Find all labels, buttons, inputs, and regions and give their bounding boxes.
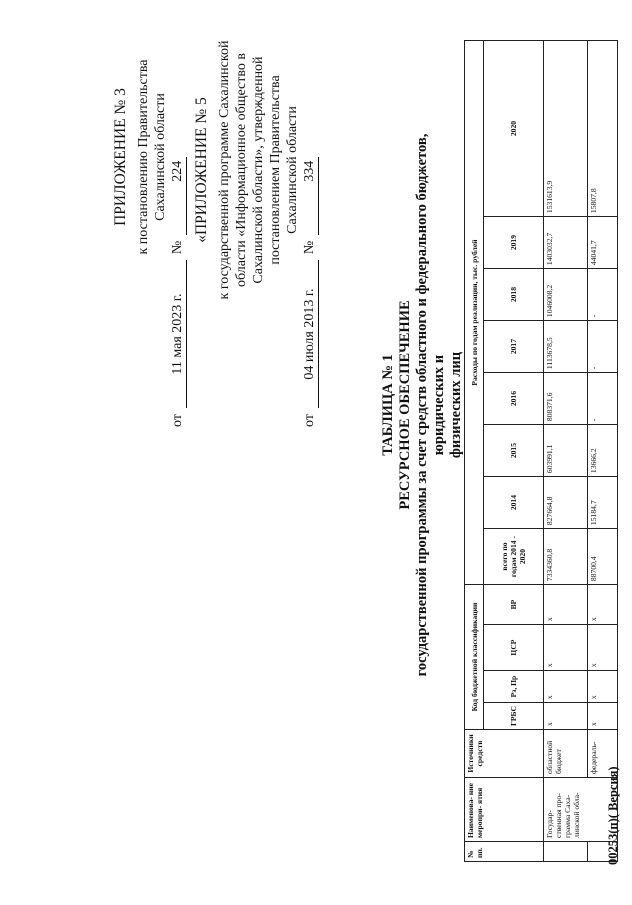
th-csr: ЦСР: [484, 625, 544, 671]
appendix-original-number: 334: [301, 157, 319, 235]
appendix-original-num-label: №: [302, 240, 317, 255]
appendix-original-meta: [301, 17, 319, 427]
th-year: 2015: [484, 425, 544, 477]
appendix-original-line3: Сахалинской области», утвержденной: [251, 56, 266, 284]
cell-total: 88700,4: [588, 529, 618, 585]
th-kbk: Код бюджетной классификации: [465, 585, 484, 730]
th-source: Источники средств: [465, 730, 544, 778]
cell-csr: х: [544, 625, 588, 671]
cell-value: 603991,1: [544, 425, 588, 477]
cell-total: 7334360,8: [544, 529, 588, 585]
cell-value: 15807,8: [588, 41, 618, 217]
th-grbs: ГРБС: [484, 703, 544, 730]
cell-csr: х: [588, 625, 618, 671]
footer-version: 00253(п)( Версия): [606, 766, 620, 865]
th-expenses: Расходы по годам реализации, тыс. рублей: [465, 41, 484, 585]
cell-value: 827664,8: [544, 477, 588, 529]
th-year: 2014: [484, 477, 544, 529]
appendix-current-number: 224: [169, 157, 187, 235]
cell-value: 15184,7: [588, 477, 618, 529]
appendix-original-line1: к государственной программе Сахалинской: [217, 40, 232, 300]
cell-grbs: х: [588, 703, 618, 730]
cell-rzpr: х: [588, 671, 618, 703]
table-row: [544, 41, 588, 862]
cell-num: [544, 842, 588, 862]
appendix-current-line1: к постановлению Правительства: [136, 59, 151, 255]
table-title-line3: государственной программы за счет средств областного и федерального бюджетов, юридических и: [414, 133, 447, 677]
cell-name: Государ- ственная про- грамма Саха- линской обла-: [544, 778, 618, 842]
appendix-current-num-label: №: [170, 240, 185, 255]
cell-value: 13666,2: [588, 425, 618, 477]
th-total: всего по годам 2014 - 2020: [484, 529, 544, 585]
cell-value: -: [588, 269, 618, 321]
cell-value: 1113678,5: [544, 321, 588, 373]
table-row: [588, 41, 618, 862]
appendix-original-line2: области «Информационное общество в: [234, 53, 249, 288]
appendix-original-line5: Сахалинской области: [285, 106, 300, 234]
cell-vr: х: [544, 585, 588, 625]
cell-rzpr: х: [544, 671, 588, 703]
appendix-original-title: «ПРИЛОЖЕНИЕ № 5: [193, 97, 210, 243]
th-year: 2017: [484, 321, 544, 373]
cell-source: федераль-: [588, 730, 618, 778]
th-rzpr: Рз, Пр: [484, 671, 544, 703]
appendix-current-date: 11 мая 2023 г.: [169, 260, 187, 408]
appendix-original-line4: постановлением Правительства: [268, 75, 283, 265]
resource-table: [464, 40, 618, 862]
appendix-current-title: ПРИЛОЖЕНИЕ № 3: [112, 88, 129, 226]
resource-table-wrap: [464, 40, 618, 862]
th-year: 2016: [484, 373, 544, 425]
appendix-original-from-label: от: [302, 414, 317, 427]
th-name: Наименова- ние меропри- ятия: [465, 778, 544, 842]
appendix-original-date: 04 июля 2013 г.: [301, 260, 319, 408]
table-title-line4: физических лиц: [448, 351, 464, 459]
appendix-current-meta: [169, 27, 187, 427]
cell-vr: х: [588, 585, 618, 625]
cell-value: -: [588, 321, 618, 373]
th-year: 2020: [484, 41, 544, 217]
appendix-original: [193, 20, 319, 427]
th-year: 2019: [484, 217, 544, 269]
cell-value: -: [588, 373, 618, 425]
table-title: [380, 135, 465, 675]
th-year: 2018: [484, 269, 544, 321]
appendix-current-line2: Сахалинской области: [153, 93, 168, 221]
table-title-line2: РЕСУРСНОЕ ОБЕСПЕЧЕНИЕ: [397, 300, 413, 510]
cell-source: областной бюджет: [544, 730, 588, 778]
table-title-line1: ТАБЛИЦА № 1: [380, 354, 396, 456]
th-vr: ВР: [484, 585, 544, 625]
table-header-row-1: [465, 41, 484, 862]
cell-value: 1531613,9: [544, 41, 588, 217]
cell-value: 1403032,7: [544, 217, 588, 269]
cell-grbs: х: [544, 703, 588, 730]
th-num: № пп.: [465, 842, 544, 862]
cell-value: 44041,7: [588, 217, 618, 269]
appendix-current-from-label: от: [170, 414, 185, 427]
appendix-current: [112, 27, 187, 427]
cell-value: 808371,6: [544, 373, 588, 425]
cell-value: 1046008,2: [544, 269, 588, 321]
